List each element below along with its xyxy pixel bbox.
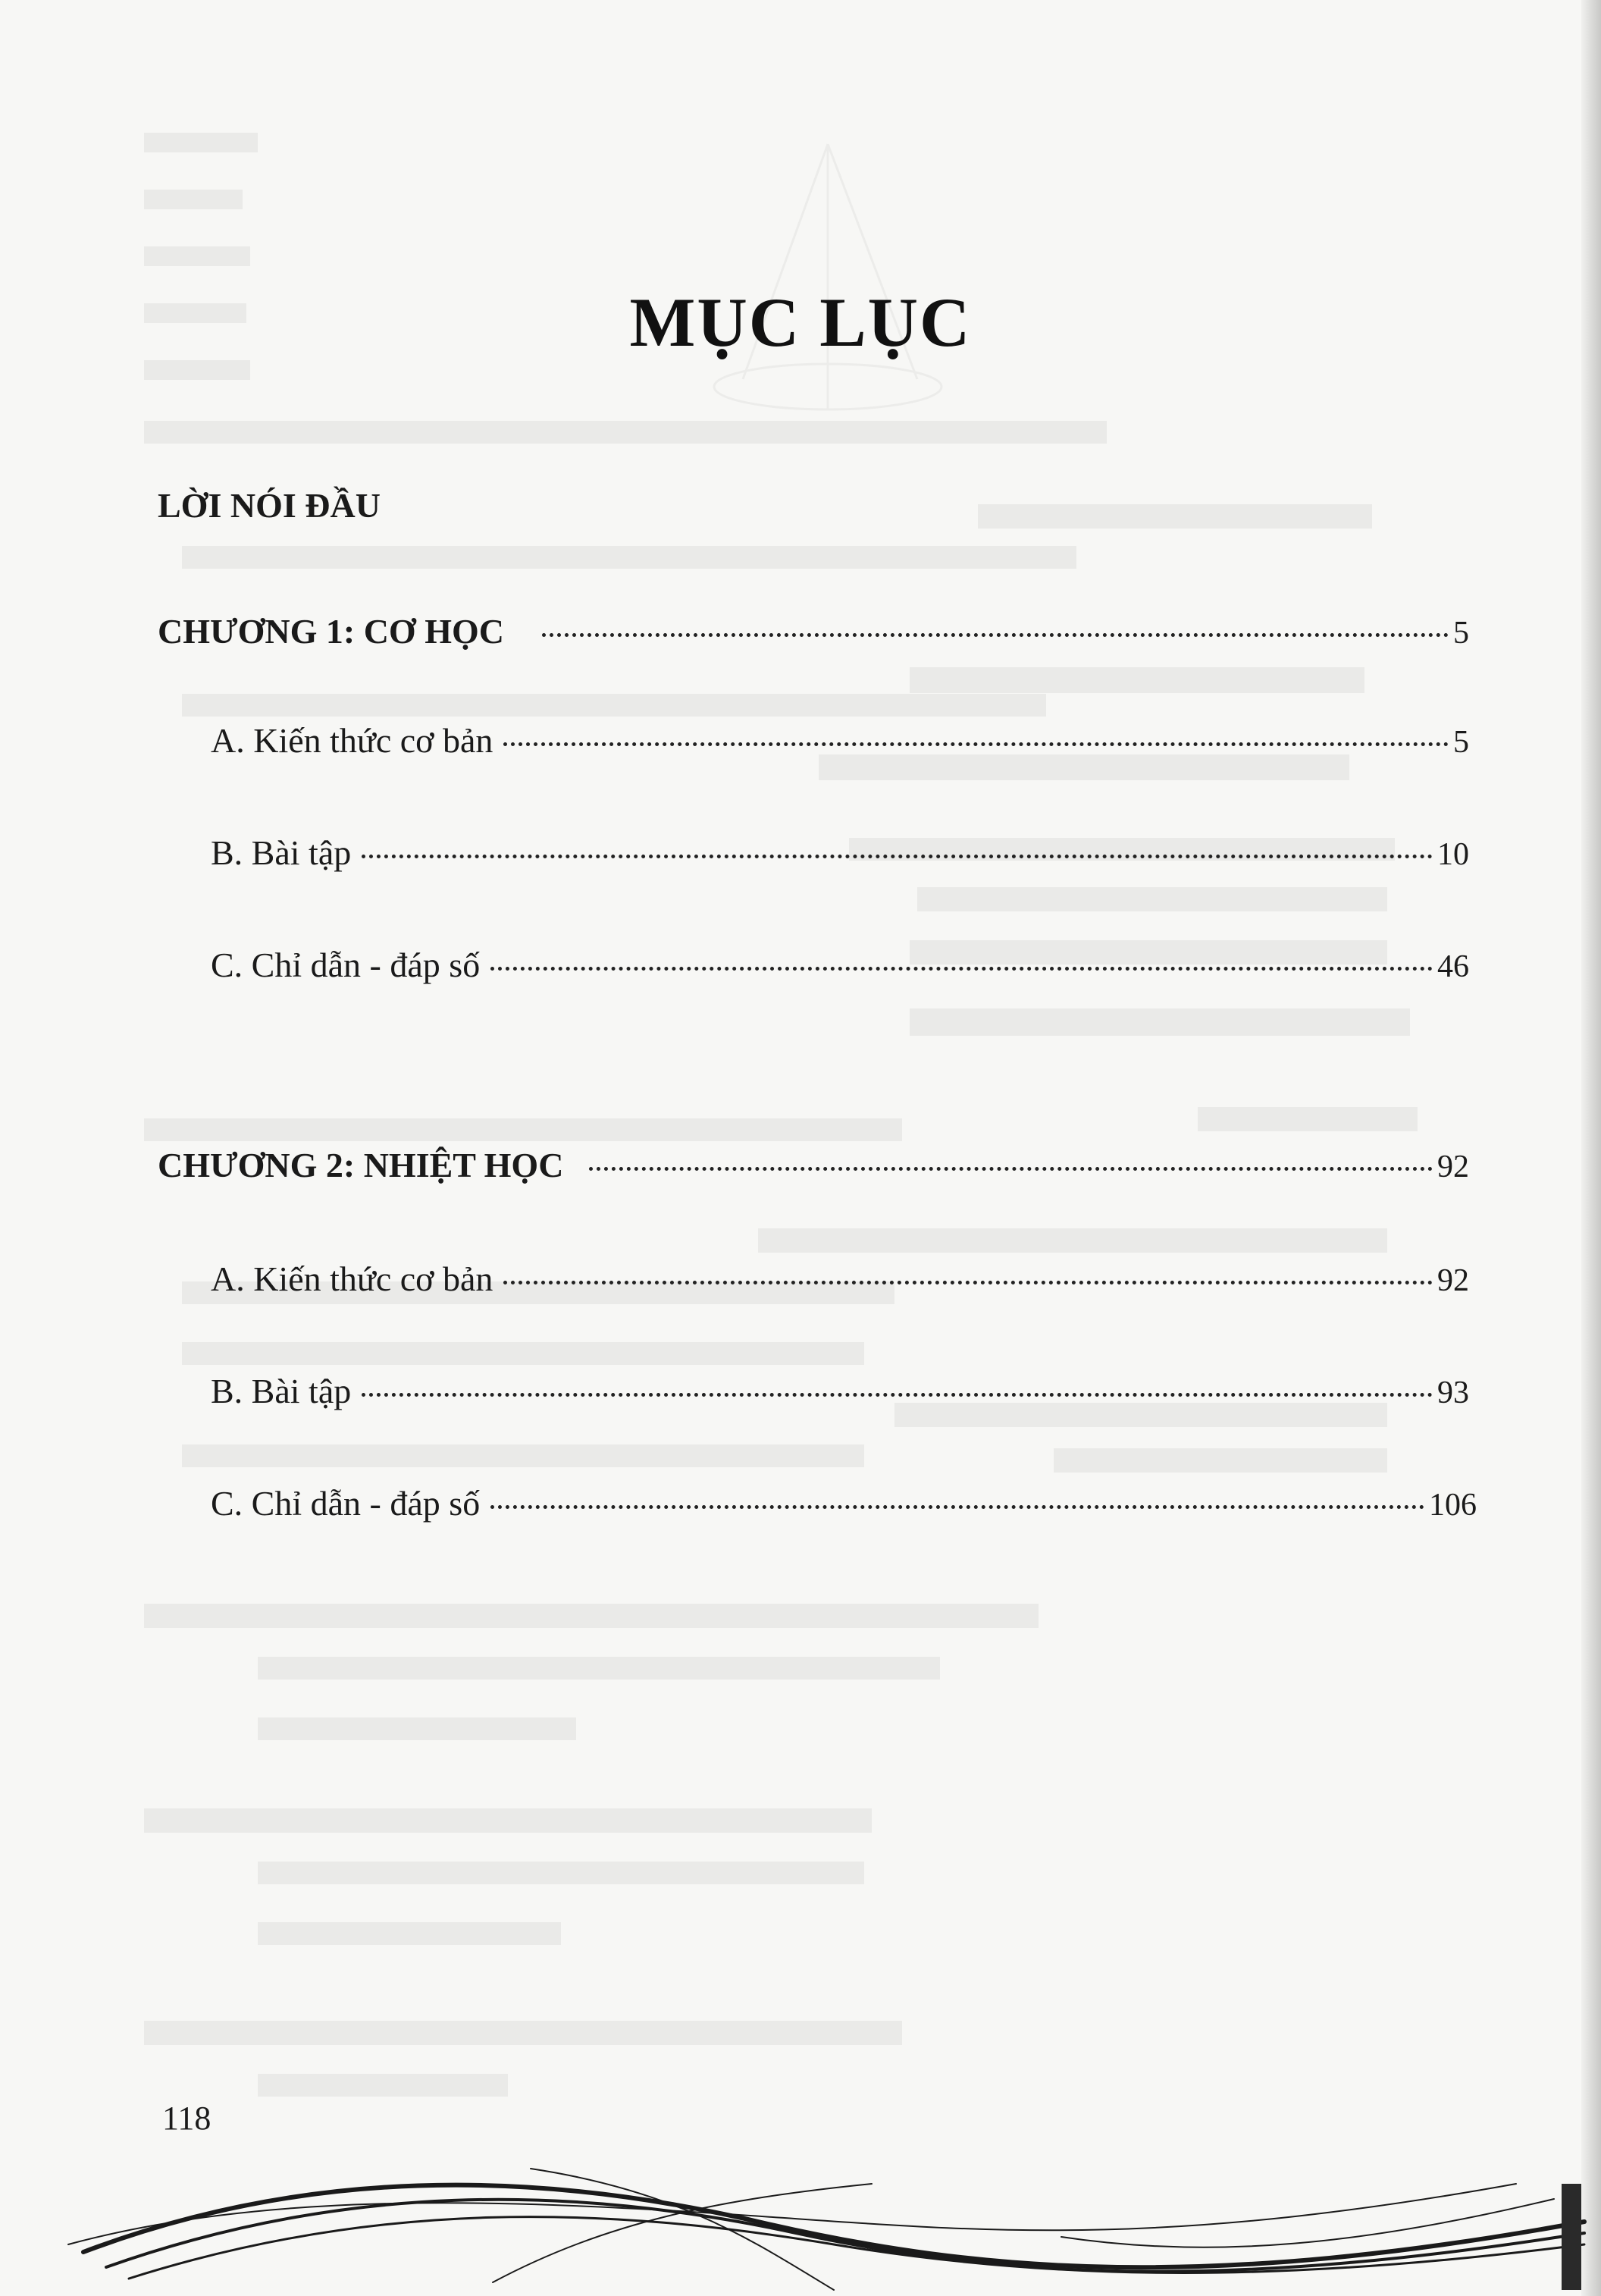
- toc-entry-label: B. Bài tập: [211, 1372, 352, 1410]
- toc-entry-1a[interactable]: [211, 720, 1469, 761]
- toc-entry-page: 5: [1453, 725, 1469, 760]
- toc-entry-1b[interactable]: [211, 833, 1469, 873]
- toc-entry-chapter-1[interactable]: [158, 611, 1469, 651]
- page-number: 118: [162, 2100, 211, 2137]
- dot-leader: [362, 1393, 1433, 1397]
- toc-entry-2b[interactable]: [211, 1371, 1469, 1411]
- toc-preface: LỜI NÓI ĐẦU: [158, 486, 381, 525]
- toc-entry-label: B. Bài tập: [211, 833, 352, 872]
- toc-entry-label: CHƯƠNG 2: NHIỆT HỌC: [158, 1146, 564, 1184]
- toc-entry-page: 93: [1437, 1375, 1469, 1410]
- toc-entry-label: A. Kiến thức cơ bản: [211, 1259, 493, 1298]
- toc-entry-2c[interactable]: [211, 1483, 1477, 1523]
- toc-entry-1c[interactable]: [211, 945, 1469, 985]
- dot-leader: [490, 967, 1433, 971]
- toc-entry-label: A. Kiến thức cơ bản: [211, 721, 493, 760]
- dot-leader: [490, 1505, 1424, 1509]
- dot-leader: [589, 1167, 1433, 1171]
- toc-entry-page: 46: [1437, 949, 1469, 984]
- toc-entry-page: 106: [1429, 1488, 1477, 1523]
- page-title: MỤC LỤC: [629, 284, 972, 361]
- toc-entry-chapter-2[interactable]: [158, 1145, 1469, 1185]
- toc-entry-label: CHƯƠNG 1: CƠ HỌC: [158, 612, 504, 651]
- decorative-swoosh: [0, 2138, 1601, 2296]
- toc-entry-page: 5: [1453, 616, 1469, 651]
- dot-leader: [542, 633, 1449, 637]
- dot-leader: [503, 742, 1449, 746]
- toc-entry-page: 92: [1437, 1263, 1469, 1298]
- toc-entry-2a[interactable]: [211, 1259, 1469, 1299]
- toc-entry-page: 10: [1437, 837, 1469, 872]
- toc-entry-page: 92: [1437, 1150, 1469, 1184]
- toc-entry-label: C. Chỉ dẫn - đáp số: [211, 946, 481, 984]
- dot-leader: [362, 855, 1433, 858]
- dot-leader: [503, 1281, 1433, 1284]
- toc-entry-label: C. Chỉ dẫn - đáp số: [211, 1484, 481, 1523]
